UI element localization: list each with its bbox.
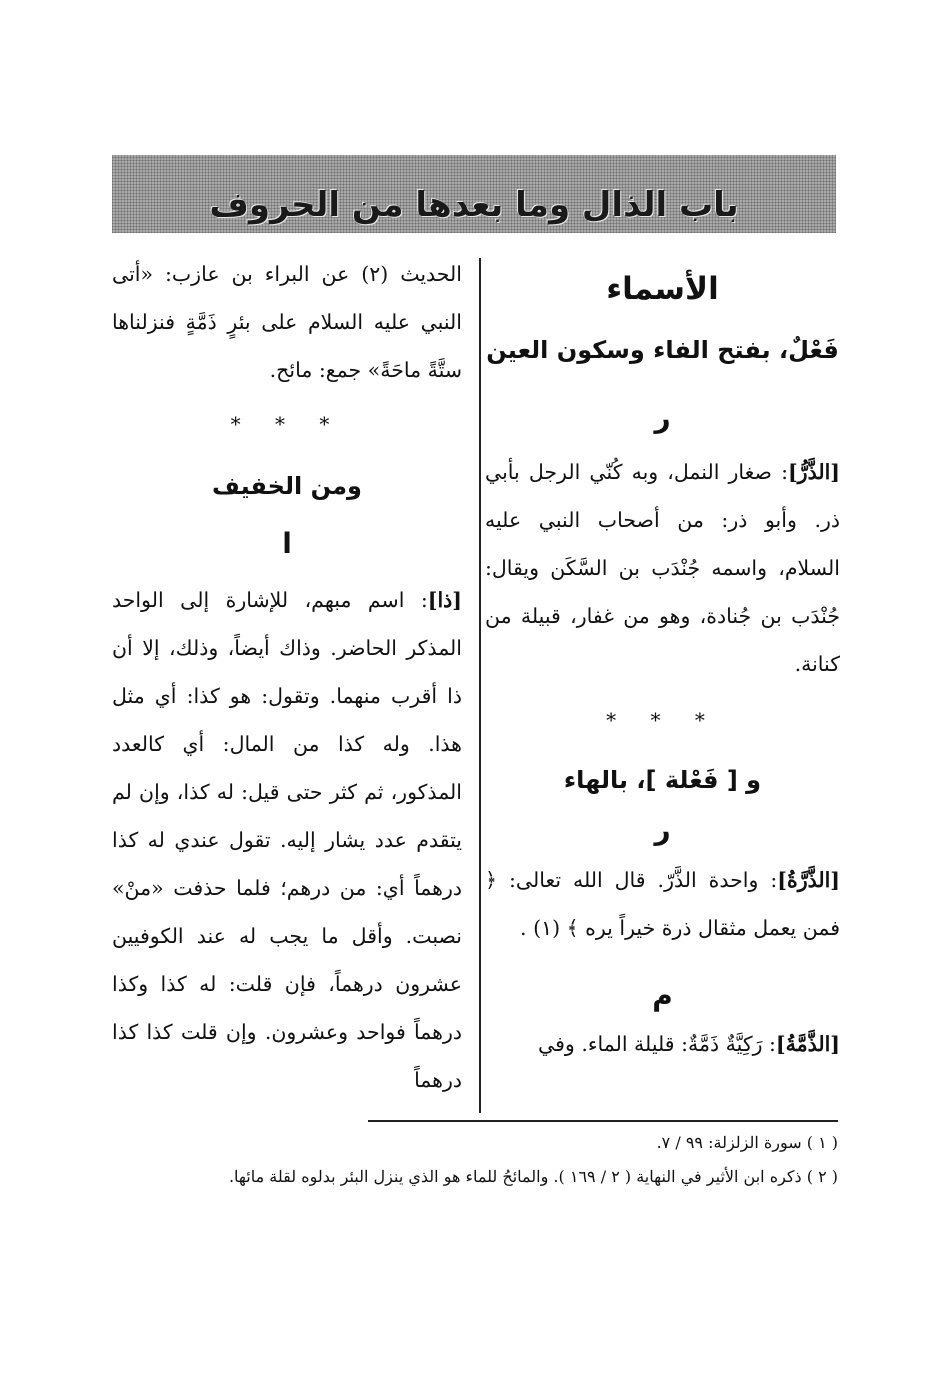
- letter-heading-3: م: [652, 979, 673, 1012]
- entry-text-3: : رَكِيَّةٌ ذَمَّةٌ: قليلة الماء. وفي: [538, 1032, 776, 1056]
- entry-text-2: : واحدة الذَّرّ. قال الله تعالى: ﴿ فمن يعمل مثقال ذرة خيراً يره ﴾ (١) .: [485, 868, 840, 940]
- section-heading: الأسماء: [606, 271, 719, 307]
- entry-term: [الذَّرُّ]: [787, 460, 840, 484]
- entry-text: : صغار النمل، وبه كُنّي الرجل بأبي ذر. وأبو ذر: من أصحاب النبي عليه السلام، واسمه جُنْدَب بن السَّكَن ويقال: جُنْدَب بن جُنادة، وهو من غفار، قبيلة من كنانة.: [485, 460, 840, 676]
- entry-term-2: [الذَّرَّةُ]: [777, 868, 840, 892]
- letter-heading: ر: [654, 401, 671, 434]
- letter-heading-2: ر: [654, 813, 671, 846]
- entry-paragraph-3: [485, 1020, 840, 1068]
- entry-paragraph-2: [485, 856, 840, 952]
- entry-term-3: [الذَّمَّةُ]: [775, 1032, 840, 1056]
- pattern-heading: فَعْلٌ، بفتح الفاء وسكون العين: [486, 336, 839, 364]
- entry-term-dha: [ذا]: [427, 588, 462, 612]
- footnote-1: ( ١ ) سورة الزلزلة: ٩٩ / ٧.: [656, 1133, 838, 1152]
- continued-paragraph: الحديث (٢) عن البراء بن عازب: «أتى النبي عليه السلام على بئرٍ ذَمَّةٍ فنزلناها ستَّةً ماحَةً» جمع: مائح.: [112, 262, 462, 382]
- chapter-banner: [112, 155, 836, 233]
- footnote-rule: [368, 1120, 838, 1122]
- column-divider: [479, 258, 481, 1113]
- footnotes: [112, 1126, 838, 1194]
- right-column: [485, 250, 840, 1068]
- entry-paragraph-dha: [112, 576, 462, 1104]
- pattern-heading-2: و [ فَعْلة ]، بالهاء: [563, 766, 762, 794]
- chapter-title: باب الذال وما بعدها من الحروف: [209, 185, 739, 225]
- section-separator: * * *: [606, 708, 719, 732]
- left-column: [112, 250, 462, 1104]
- entry-paragraph: [485, 448, 840, 688]
- section-heading-light: ومن الخفيف: [212, 472, 362, 500]
- section-separator-2: * * *: [230, 412, 344, 436]
- entry-text-dha: : اسم مبهم، للإشارة إلى الواحد المذكر الحاضر. وذاك أيضاً، وذلك، إلا أن ذا أقرب منهما. وتقول: هو كذا: أي مثل هذا. وله كذا من المال: أي كالعدد المذكور، ثم كثر حتى قيل: له كذا، وإن لم يتقدم عدد يشار إليه. تقول عندي له كذا درهماً أي: من درهم؛ فلما حذفت «منْ» نصبت. وأقل ما يجب له عند الكوفيين عشرون درهماً، فإن قلت: له كذا وكذا درهماً فواحد وعشرون. وإن قلت كذا كذا درهماً: [112, 588, 462, 1092]
- footnote-2: ( ٢ ) ذكره ابن الأثير في النهاية ( ٢ / ١٦٩ ). والمائحُ للماء هو الذي ينزل البئر بدلوه لقلة مائها.: [228, 1167, 838, 1186]
- letter-heading-alif: ا: [282, 527, 292, 560]
